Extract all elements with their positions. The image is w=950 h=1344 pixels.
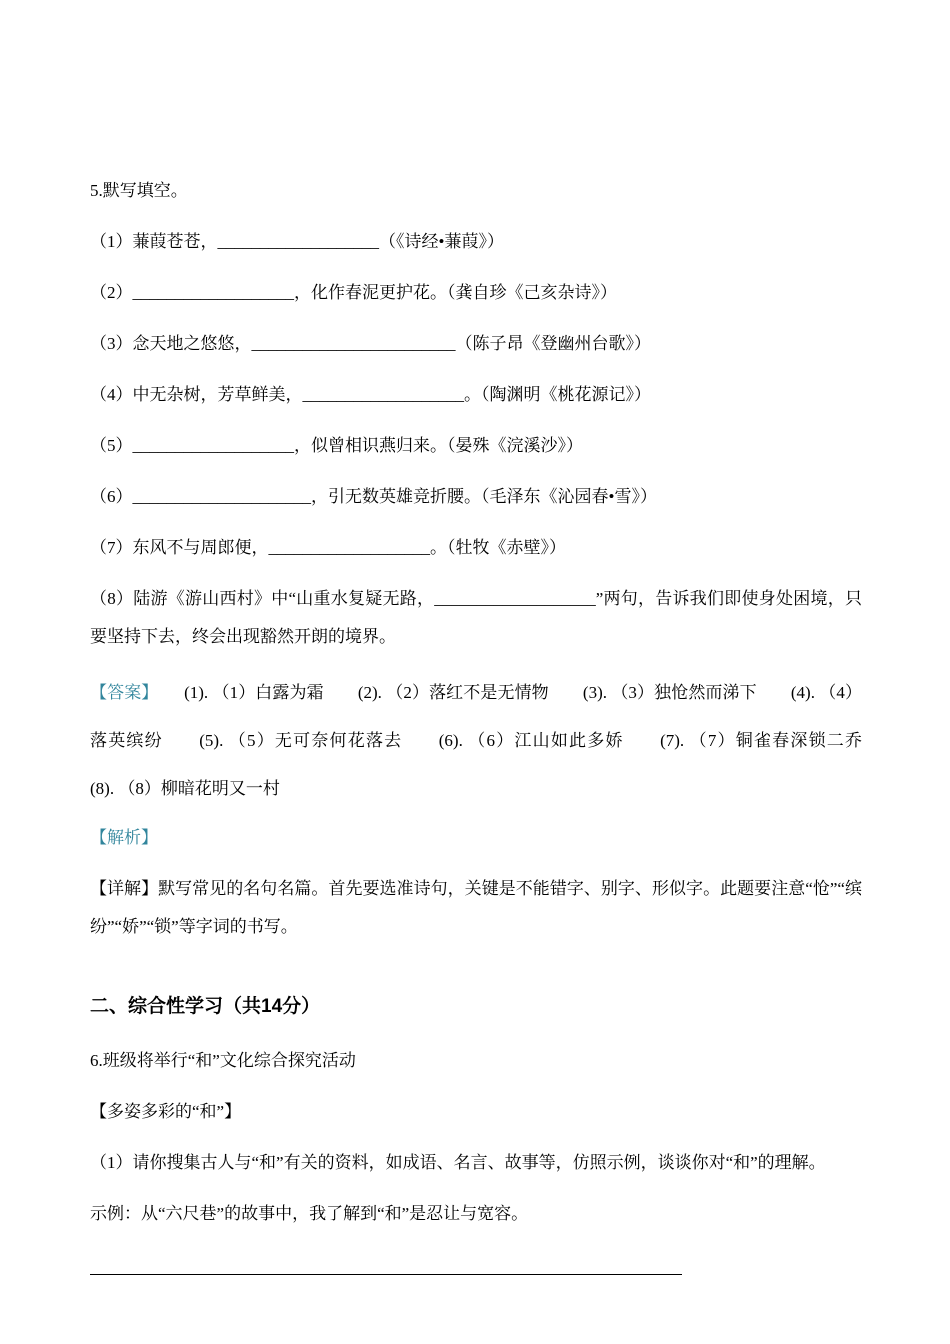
q5-item-8: （8）陆游《游山西村》中“山重水复疑无路，___________________”两句，告诉我们即使身处困境，只要坚持下去，终会出现豁然开朗的境界。: [90, 589, 862, 646]
answer-label: 【答案】: [90, 683, 150, 702]
q5-item-7: （7）东风不与周郎便，___________________。（牡牧《赤壁》）: [90, 538, 566, 557]
question-5-heading: 5.默写填空。: [90, 181, 188, 200]
q5-item-3: （3）念天地之悠悠，________________________（陈子昂《登幽州台歌》）: [90, 334, 651, 353]
answer-paragraph: [90, 669, 896, 813]
q6-example: 示例：从“六尺巷”的故事中，我了解到“和”是忍让与宽容。: [90, 1204, 529, 1223]
q5-item-5: （5）___________________，似曾相识燕归来。（晏殊《浣溪沙》）: [90, 436, 583, 455]
answer-text: (1). （1）白露为霜 (2). （2）落红不是无情物 (3). （3）独怆然而涕下 (4). （4）落英缤纷 (5). （5）无可奈何花落去 (6). （6）江山如此多娇 (7). （7）铜雀春深锁二乔 (8). （8）柳暗花明又一村: [90, 683, 896, 798]
section-2-heading: 二、综合性学习（共14分）: [90, 996, 321, 1017]
detail-paragraph: 【详解】默写常见的名句名篇。首先要选准诗句，关键是不能错字、别字、形似字。此题要注意“怆”“缤纷”“娇”“锁”等字词的书写。: [90, 879, 862, 936]
q5-item-1: （1）蒹葭苍苍，___________________（《诗经•蒹葭》）: [90, 232, 504, 251]
q5-item-4: （4）中无杂树，芳草鲜美，___________________。（陶渊明《桃花源记》）: [90, 385, 651, 404]
q5-item-6: （6）_____________________，引无数英雄竞折腰。（毛泽东《沁园春•雪》）: [90, 487, 657, 506]
q6-subheading: 【多姿多彩的“和”】: [90, 1102, 242, 1121]
analysis-paragraph: [90, 819, 862, 857]
q5-item-2: （2）___________________，化作春泥更护花。（龚自珍《己亥杂诗》）: [90, 283, 617, 302]
analysis-label: 【解析】: [90, 828, 158, 847]
question-6-intro: 6.班级将举行“和”文化综合探究活动: [90, 1051, 356, 1070]
answer-blank-line: [90, 1273, 682, 1275]
q6-item-1: （1）请你搜集古人与“和”有关的资料，如成语、名言、故事等，仿照示例，谈谈你对“和”的理解。: [90, 1153, 826, 1172]
